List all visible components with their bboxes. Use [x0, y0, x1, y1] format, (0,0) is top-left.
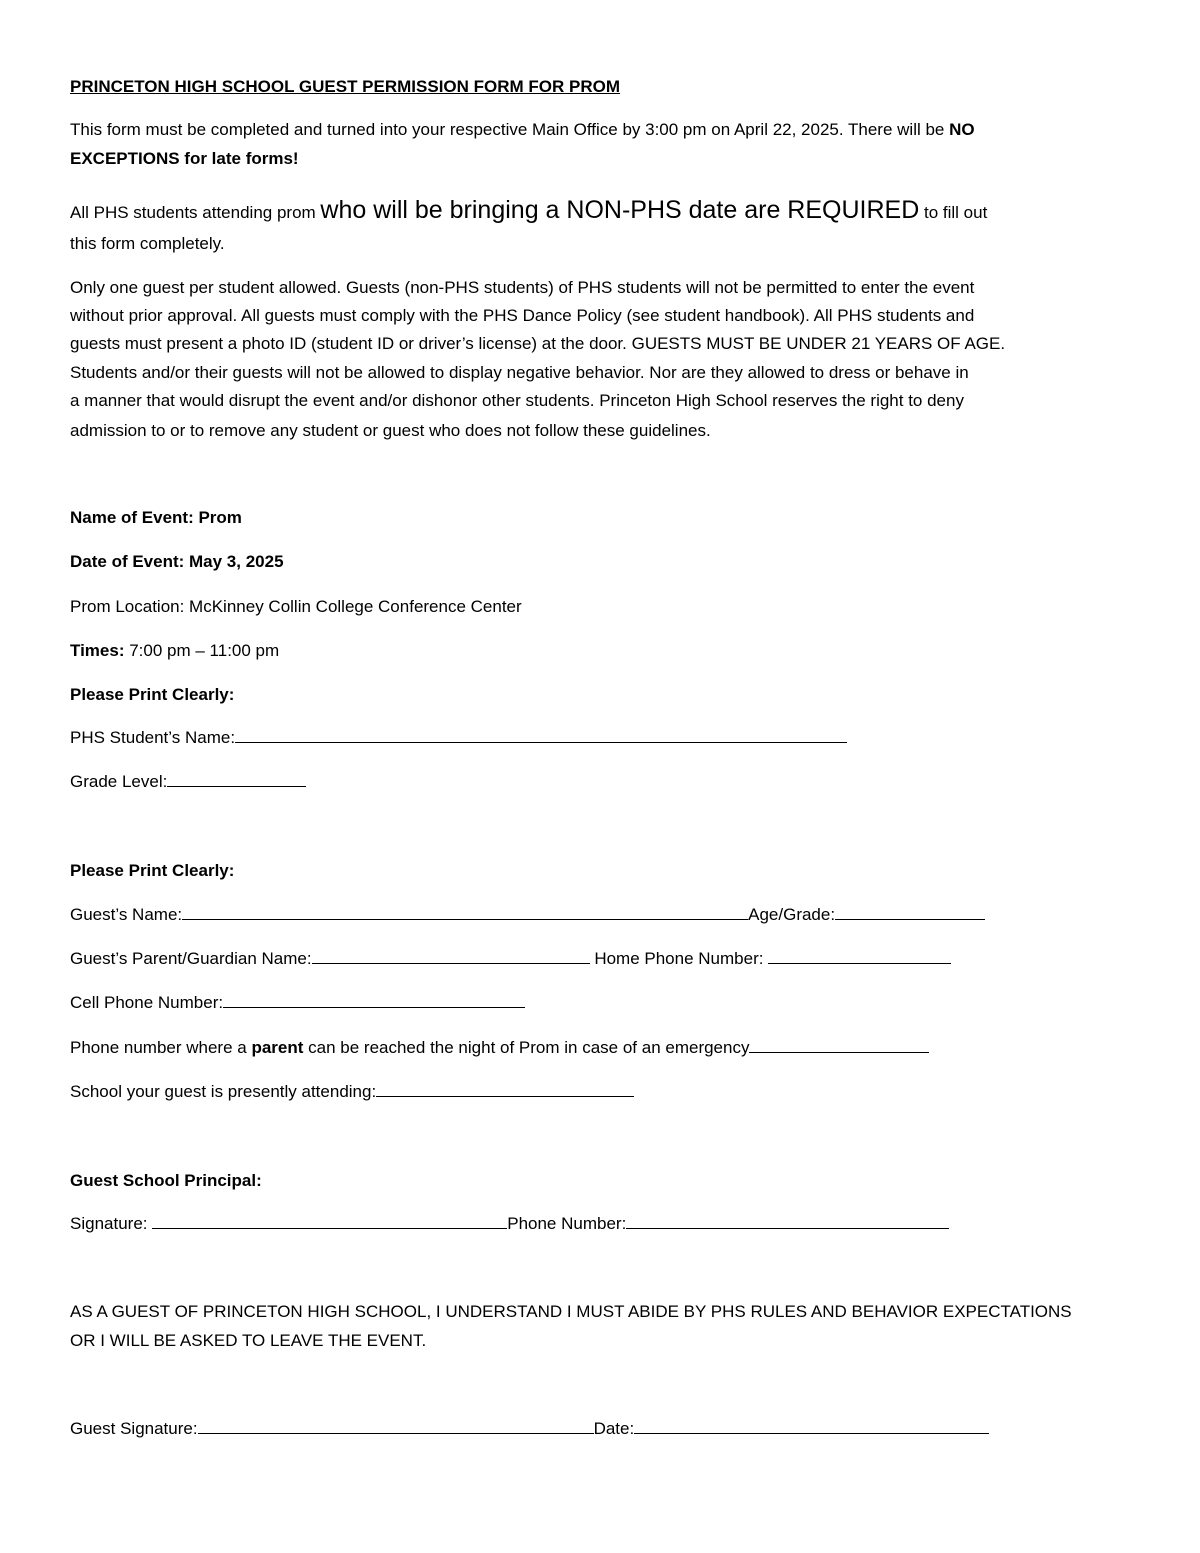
parent-name-label: Guest’s Parent/Guardian Name: [70, 949, 312, 968]
grade-level-label: Grade Level: [70, 772, 168, 791]
student-name-label: PHS Student’s Name: [70, 728, 236, 747]
guest-signature-field[interactable] [198, 1418, 594, 1434]
intro-text: This form must be completed and turned into your respective Main Office by 3:00 pm on April 22, 2025. There will be [70, 120, 950, 139]
date-label: Date: [593, 1419, 635, 1438]
requirement-emphasis: who will be bringing a NON-PHS date are REQUIRED [320, 196, 920, 224]
requirement-line-2: this form completely. [70, 234, 225, 253]
times-label: Times: [70, 641, 125, 660]
parent-name-field[interactable] [312, 948, 590, 964]
acknowledgement-line: AS A GUEST OF PRINCETON HIGH SCHOOL, I UNDERSTAND I MUST ABIDE BY PHS RULES AND BEHAVIOR EXPECTATIONS [70, 1302, 1072, 1321]
guest-signature-label: Guest Signature: [70, 1419, 198, 1438]
intro-no: NO [949, 120, 975, 139]
rules-line: without prior approval. All guests must comply with the PHS Dance Policy (see student handbook). All PHS students and [70, 306, 975, 325]
requirement-start: All PHS students attending prom [70, 203, 321, 222]
student-section-heading: Please Print Clearly: [70, 685, 235, 704]
event-location: Prom Location: McKinney Collin College Conference Center [70, 597, 522, 616]
event-date: Date of Event: May 3, 2025 [70, 552, 284, 571]
principal-row [70, 1213, 949, 1235]
guest-school-field[interactable] [376, 1081, 634, 1097]
age-grade-label: Age/Grade: [748, 905, 836, 924]
guest-name-label: Guest’s Name: [70, 905, 183, 924]
cell-phone-label: Cell Phone Number: [70, 993, 224, 1012]
guest-signature-row [70, 1418, 989, 1440]
guest-school-label: School your guest is presently attending: [70, 1082, 377, 1101]
principal-phone-field[interactable] [626, 1213, 949, 1229]
parent-name-row [70, 948, 951, 970]
rules-line: a manner that would disrupt the event and/or dishonor other students. Princeton High School reserves the right to deny [70, 391, 964, 410]
principal-phone-label: Phone Number: [507, 1214, 627, 1233]
student-name-field[interactable] [235, 727, 847, 743]
requirement-end: to fill out [919, 203, 988, 222]
date-field[interactable] [634, 1418, 989, 1434]
grade-level-row [70, 771, 306, 793]
event-times [70, 640, 279, 662]
principal-signature-field[interactable] [152, 1213, 507, 1229]
rules-line: guests must present a photo ID (student ID or driver’s license) at the door. GUESTS MUST BE UNDER 21 YEARS OF AGE. [70, 334, 1006, 353]
intro-line-1 [70, 119, 975, 141]
cell-phone-row [70, 992, 525, 1014]
requirement-line-1 [70, 196, 988, 224]
guest-school-row [70, 1081, 634, 1103]
home-phone-field[interactable] [768, 948, 951, 964]
grade-level-field[interactable] [167, 771, 306, 787]
emergency-suffix: can be reached the night of Prom in case of an emergency [303, 1038, 750, 1057]
student-name-row [70, 727, 847, 749]
rules-line: Students and/or their guests will not be allowed to display negative behavior. Nor are they allowed to dress or behave in [70, 363, 969, 382]
principal-heading: Guest School Principal: [70, 1171, 262, 1190]
form-title: PRINCETON HIGH SCHOOL GUEST PERMISSION FORM FOR PROM [70, 77, 621, 96]
principal-signature-label: Signature: [70, 1214, 153, 1233]
guest-name-field[interactable] [182, 904, 748, 920]
cell-phone-field[interactable] [223, 992, 525, 1008]
times-value: 7:00 pm – 11:00 pm [124, 641, 280, 660]
event-name: Name of Event: Prom [70, 508, 242, 527]
emergency-phone-field[interactable] [749, 1037, 929, 1053]
rules-line: admission to or to remove any student or guest who does not follow these guidelines. [70, 421, 711, 440]
emergency-parent: parent [251, 1038, 304, 1057]
age-grade-field[interactable] [835, 904, 985, 920]
emergency-prefix: Phone number where a [70, 1038, 252, 1057]
intro-line-2: EXCEPTIONS for late forms! [70, 149, 299, 168]
acknowledgement-line: OR I WILL BE ASKED TO LEAVE THE EVENT. [70, 1331, 427, 1350]
guest-section-heading: Please Print Clearly: [70, 861, 235, 880]
home-phone-label: Home Phone Number: [589, 949, 769, 968]
rules-line: Only one guest per student allowed. Guests (non-PHS students) of PHS students will not be permitted to enter the event [70, 278, 975, 297]
guest-name-row [70, 904, 985, 926]
emergency-phone-row [70, 1037, 929, 1059]
